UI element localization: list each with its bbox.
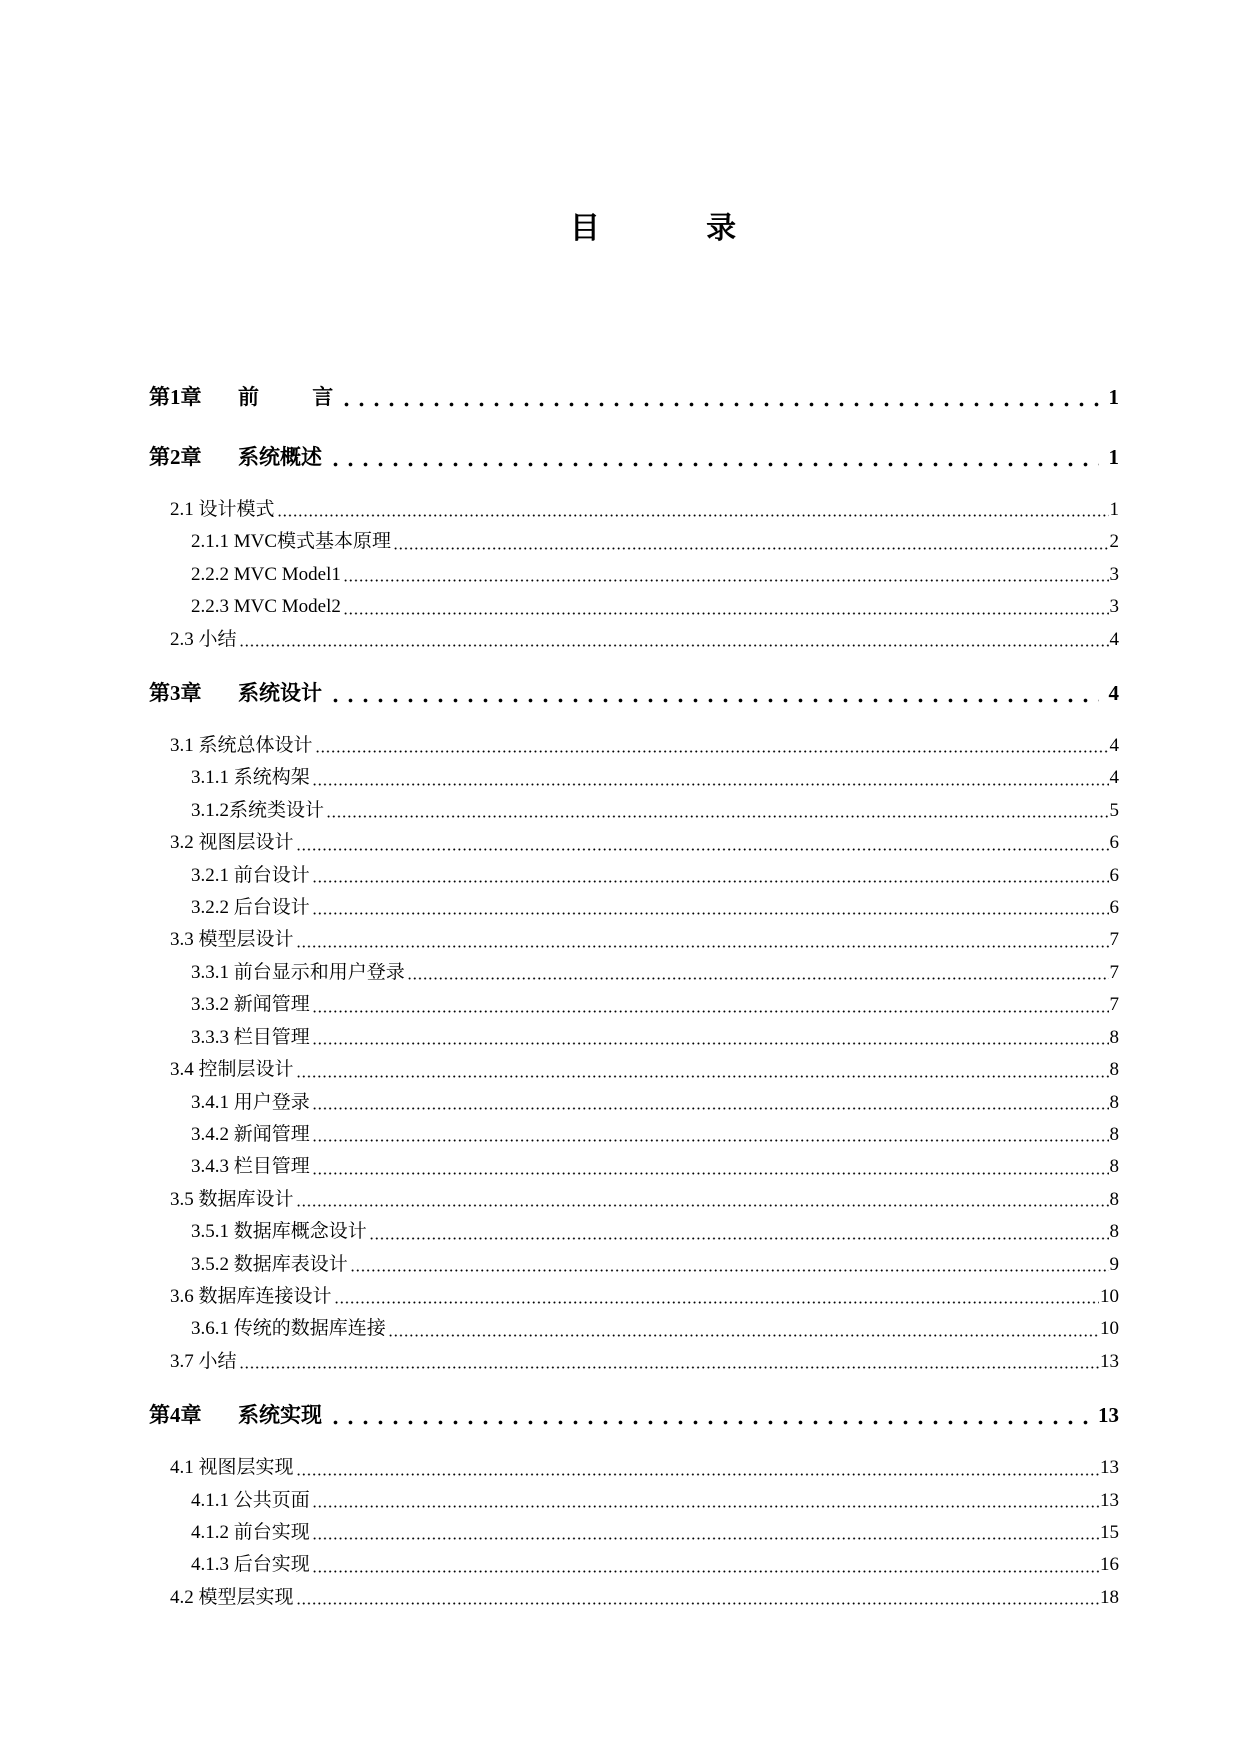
toc-page-number: 3 (1109, 563, 1119, 585)
toc-list (149, 381, 1119, 1614)
toc-leader-dots (312, 1517, 1099, 1549)
toc-section-row (149, 827, 1119, 859)
toc-leader-dots (312, 1087, 1109, 1119)
toc-chapter-row (149, 381, 1119, 413)
toc-section-row (149, 730, 1119, 762)
toc-entry-label: 2.3 小结 (170, 628, 237, 650)
toc-page-number: 4 (1109, 628, 1119, 650)
toc-page-number: 7 (1109, 994, 1119, 1016)
toc-section-row (149, 1281, 1119, 1313)
toc-page-number: 16 (1100, 1554, 1119, 1576)
toc-leader-dots (312, 989, 1109, 1021)
toc-page-number: 8 (1109, 1091, 1119, 1113)
toc-subsection-row (149, 1313, 1119, 1345)
toc-leader-dots (315, 730, 1109, 762)
toc-subsection-row (149, 957, 1119, 989)
toc-page-number: 6 (1109, 897, 1119, 919)
toc-chapter-title: 系统设计 (238, 681, 322, 706)
toc-entry-label: 3.7 小结 (170, 1350, 237, 1372)
toc-entry-label: 2.2.3 MVC Model2 (191, 596, 341, 618)
toc-leader-dots (334, 1281, 1099, 1313)
toc-subsection-row (149, 1022, 1119, 1054)
toc-entry-label: 3.3.3 栏目管理 (191, 1026, 310, 1048)
toc-leader-dots (296, 827, 1109, 859)
toc-page-number: 10 (1100, 1318, 1119, 1340)
toc-chapter-number: 第3章 (149, 681, 202, 706)
toc-leader-dots (312, 1119, 1109, 1151)
toc-chapter-row (149, 1399, 1119, 1431)
toc-chapter-title: 系统概述 (238, 445, 322, 469)
toc-chapter-title: 系统实现 (238, 1403, 322, 1428)
toc-entry-label: 3.1.2系统类设计 (191, 799, 325, 821)
toc-entry-label: 3.3.2 新闻管理 (191, 994, 310, 1016)
toc-page-number: 18 (1100, 1586, 1119, 1608)
toc-subsection-row (149, 526, 1119, 558)
toc-section-row (149, 1184, 1119, 1216)
toc-subsection-row (149, 1151, 1119, 1183)
toc-page-number: 6 (1109, 832, 1119, 854)
toc-leader-dots (312, 892, 1109, 924)
toc-entry-label: 4.1.1 公共页面 (191, 1489, 310, 1511)
toc-leader-dots (312, 1151, 1109, 1183)
toc-section-row (149, 1452, 1119, 1484)
toc-subsection-row (149, 1119, 1119, 1151)
toc-entry-label: 3.5.2 数据库表设计 (191, 1253, 348, 1275)
toc-chapter-number: 第2章 (149, 445, 202, 469)
toc-leader-dots (393, 526, 1108, 558)
toc-leader-dots (312, 1485, 1099, 1517)
toc-page-number: 8 (1109, 1156, 1119, 1178)
toc-chapter-number: 第1章 (149, 385, 202, 409)
toc-chapter-row (149, 677, 1119, 709)
toc-leader-dots (312, 860, 1109, 892)
toc-subsection-row (149, 1249, 1119, 1281)
toc-entry-label: 3.1 系统总体设计 (170, 735, 313, 757)
toc-entry-label: 4.1 视图层实现 (170, 1457, 294, 1479)
toc-leader-dots (350, 1249, 1109, 1281)
toc-entry-label: 3.2 视图层设计 (170, 832, 294, 854)
toc-entry-label: 4.1.3 后台实现 (191, 1554, 310, 1576)
toc-entry-label: 3.5.1 数据库概念设计 (191, 1221, 367, 1243)
toc-leader-dots (339, 381, 1098, 413)
toc-entry-label: 3.5 数据库设计 (170, 1188, 294, 1210)
toc-subsection-row (149, 860, 1119, 892)
toc-leader-dots (312, 762, 1109, 794)
toc-page-number: 4 (1108, 681, 1119, 706)
toc-leader-dots (239, 624, 1109, 656)
toc-page-number: 1 (1108, 445, 1119, 469)
toc-page-number: 1 (1108, 385, 1119, 409)
toc-subsection-row (149, 1485, 1119, 1517)
toc-subsection-row (149, 1087, 1119, 1119)
toc-entry-label: 2.1 设计模式 (170, 499, 275, 520)
toc-chapter-number: 第4章 (149, 1403, 202, 1428)
toc-leader-dots (343, 591, 1109, 623)
toc-entry-label: 3.4.1 用户登录 (191, 1091, 310, 1113)
toc-subsection-row (149, 1216, 1119, 1248)
toc-subsection-row (149, 795, 1119, 827)
toc-page-number: 8 (1109, 1026, 1119, 1048)
toc-chapter-row (149, 441, 1119, 473)
toc-leader-dots (328, 441, 1099, 473)
toc-section-row (149, 1346, 1119, 1378)
toc-section-row (149, 1582, 1119, 1614)
toc-entry-label: 3.4 控制层设计 (170, 1059, 294, 1081)
toc-entry-label: 3.2.2 后台设计 (191, 897, 310, 919)
toc-section-row (149, 494, 1119, 526)
toc-leader-dots (312, 1549, 1099, 1581)
toc-entry-label: 3.1.1 系统构架 (191, 767, 310, 789)
toc-page-number: 13 (1100, 1489, 1119, 1511)
toc-leader-dots (277, 494, 1109, 526)
toc-leader-dots (296, 1582, 1099, 1614)
toc-subsection-row (149, 892, 1119, 924)
toc-page-number: 1 (1109, 499, 1119, 520)
toc-entry-label: 3.6 数据库连接设计 (170, 1285, 332, 1307)
toc-entry-label: 2.2.2 MVC Model1 (191, 563, 341, 585)
toc-page-number: 8 (1109, 1221, 1119, 1243)
toc-leader-dots (369, 1216, 1109, 1248)
toc-page-number: 6 (1109, 864, 1119, 886)
toc-page-number: 8 (1109, 1188, 1119, 1210)
toc-leader-dots (328, 1399, 1088, 1431)
toc-entry-label: 3.4.3 栏目管理 (191, 1156, 310, 1178)
toc-subsection-row (149, 989, 1119, 1021)
toc-leader-dots (296, 1184, 1109, 1216)
toc-entry-label: 3.3 模型层设计 (170, 929, 294, 951)
toc-page-number: 4 (1109, 735, 1119, 757)
toc-entry-label: 3.6.1 传统的数据库连接 (191, 1318, 386, 1340)
toc-section-row (149, 1054, 1119, 1086)
toc-page-number: 7 (1109, 929, 1119, 951)
toc-leader-dots (407, 957, 1109, 989)
toc-leader-dots (239, 1346, 1099, 1378)
toc-page-number: 3 (1109, 596, 1119, 618)
toc-page-number: 15 (1100, 1521, 1119, 1543)
toc-leader-dots (296, 1054, 1109, 1086)
toc-subsection-row (149, 1549, 1119, 1581)
toc-entry-label: 4.1.2 前台实现 (191, 1521, 310, 1543)
toc-entry-label: 3.2.1 前台设计 (191, 864, 310, 886)
toc-page-number: 5 (1109, 799, 1119, 821)
toc-leader-dots (296, 924, 1109, 956)
page-title: 目 录 (569, 212, 737, 245)
toc-leader-dots (296, 1452, 1099, 1484)
toc-page-number: 8 (1109, 1059, 1119, 1081)
toc-chapter-title: 前 言 (238, 385, 334, 409)
toc-entry-label: 3.3.1 前台显示和用户登录 (191, 961, 405, 983)
toc-page-number: 13 (1098, 1403, 1119, 1428)
toc-page-number: 13 (1100, 1350, 1119, 1372)
toc-entry-label: 4.2 模型层实现 (170, 1586, 294, 1608)
toc-subsection-row (149, 559, 1119, 591)
toc-page-number: 4 (1109, 767, 1119, 789)
toc-subsection-row (149, 591, 1119, 623)
toc-page-number: 2 (1109, 531, 1119, 553)
toc-leader-dots (343, 559, 1109, 591)
toc-entry-label: 2.1.1 MVC模式基本原理 (191, 531, 392, 553)
toc-page-number: 9 (1109, 1253, 1119, 1275)
toc-page-number: 13 (1100, 1457, 1119, 1479)
toc-subsection-row (149, 762, 1119, 794)
toc-leader-dots (326, 795, 1108, 827)
toc-page-number: 10 (1100, 1285, 1119, 1307)
toc-subsection-row (149, 1517, 1119, 1549)
toc-leader-dots (328, 677, 1099, 709)
toc-leader-dots (312, 1022, 1109, 1054)
toc-section-row (149, 624, 1119, 656)
toc-entry-label: 3.4.2 新闻管理 (191, 1123, 310, 1145)
toc-page-number: 7 (1109, 961, 1119, 983)
toc-leader-dots (388, 1313, 1099, 1345)
toc-page-number: 8 (1109, 1123, 1119, 1145)
toc-section-row (149, 924, 1119, 956)
